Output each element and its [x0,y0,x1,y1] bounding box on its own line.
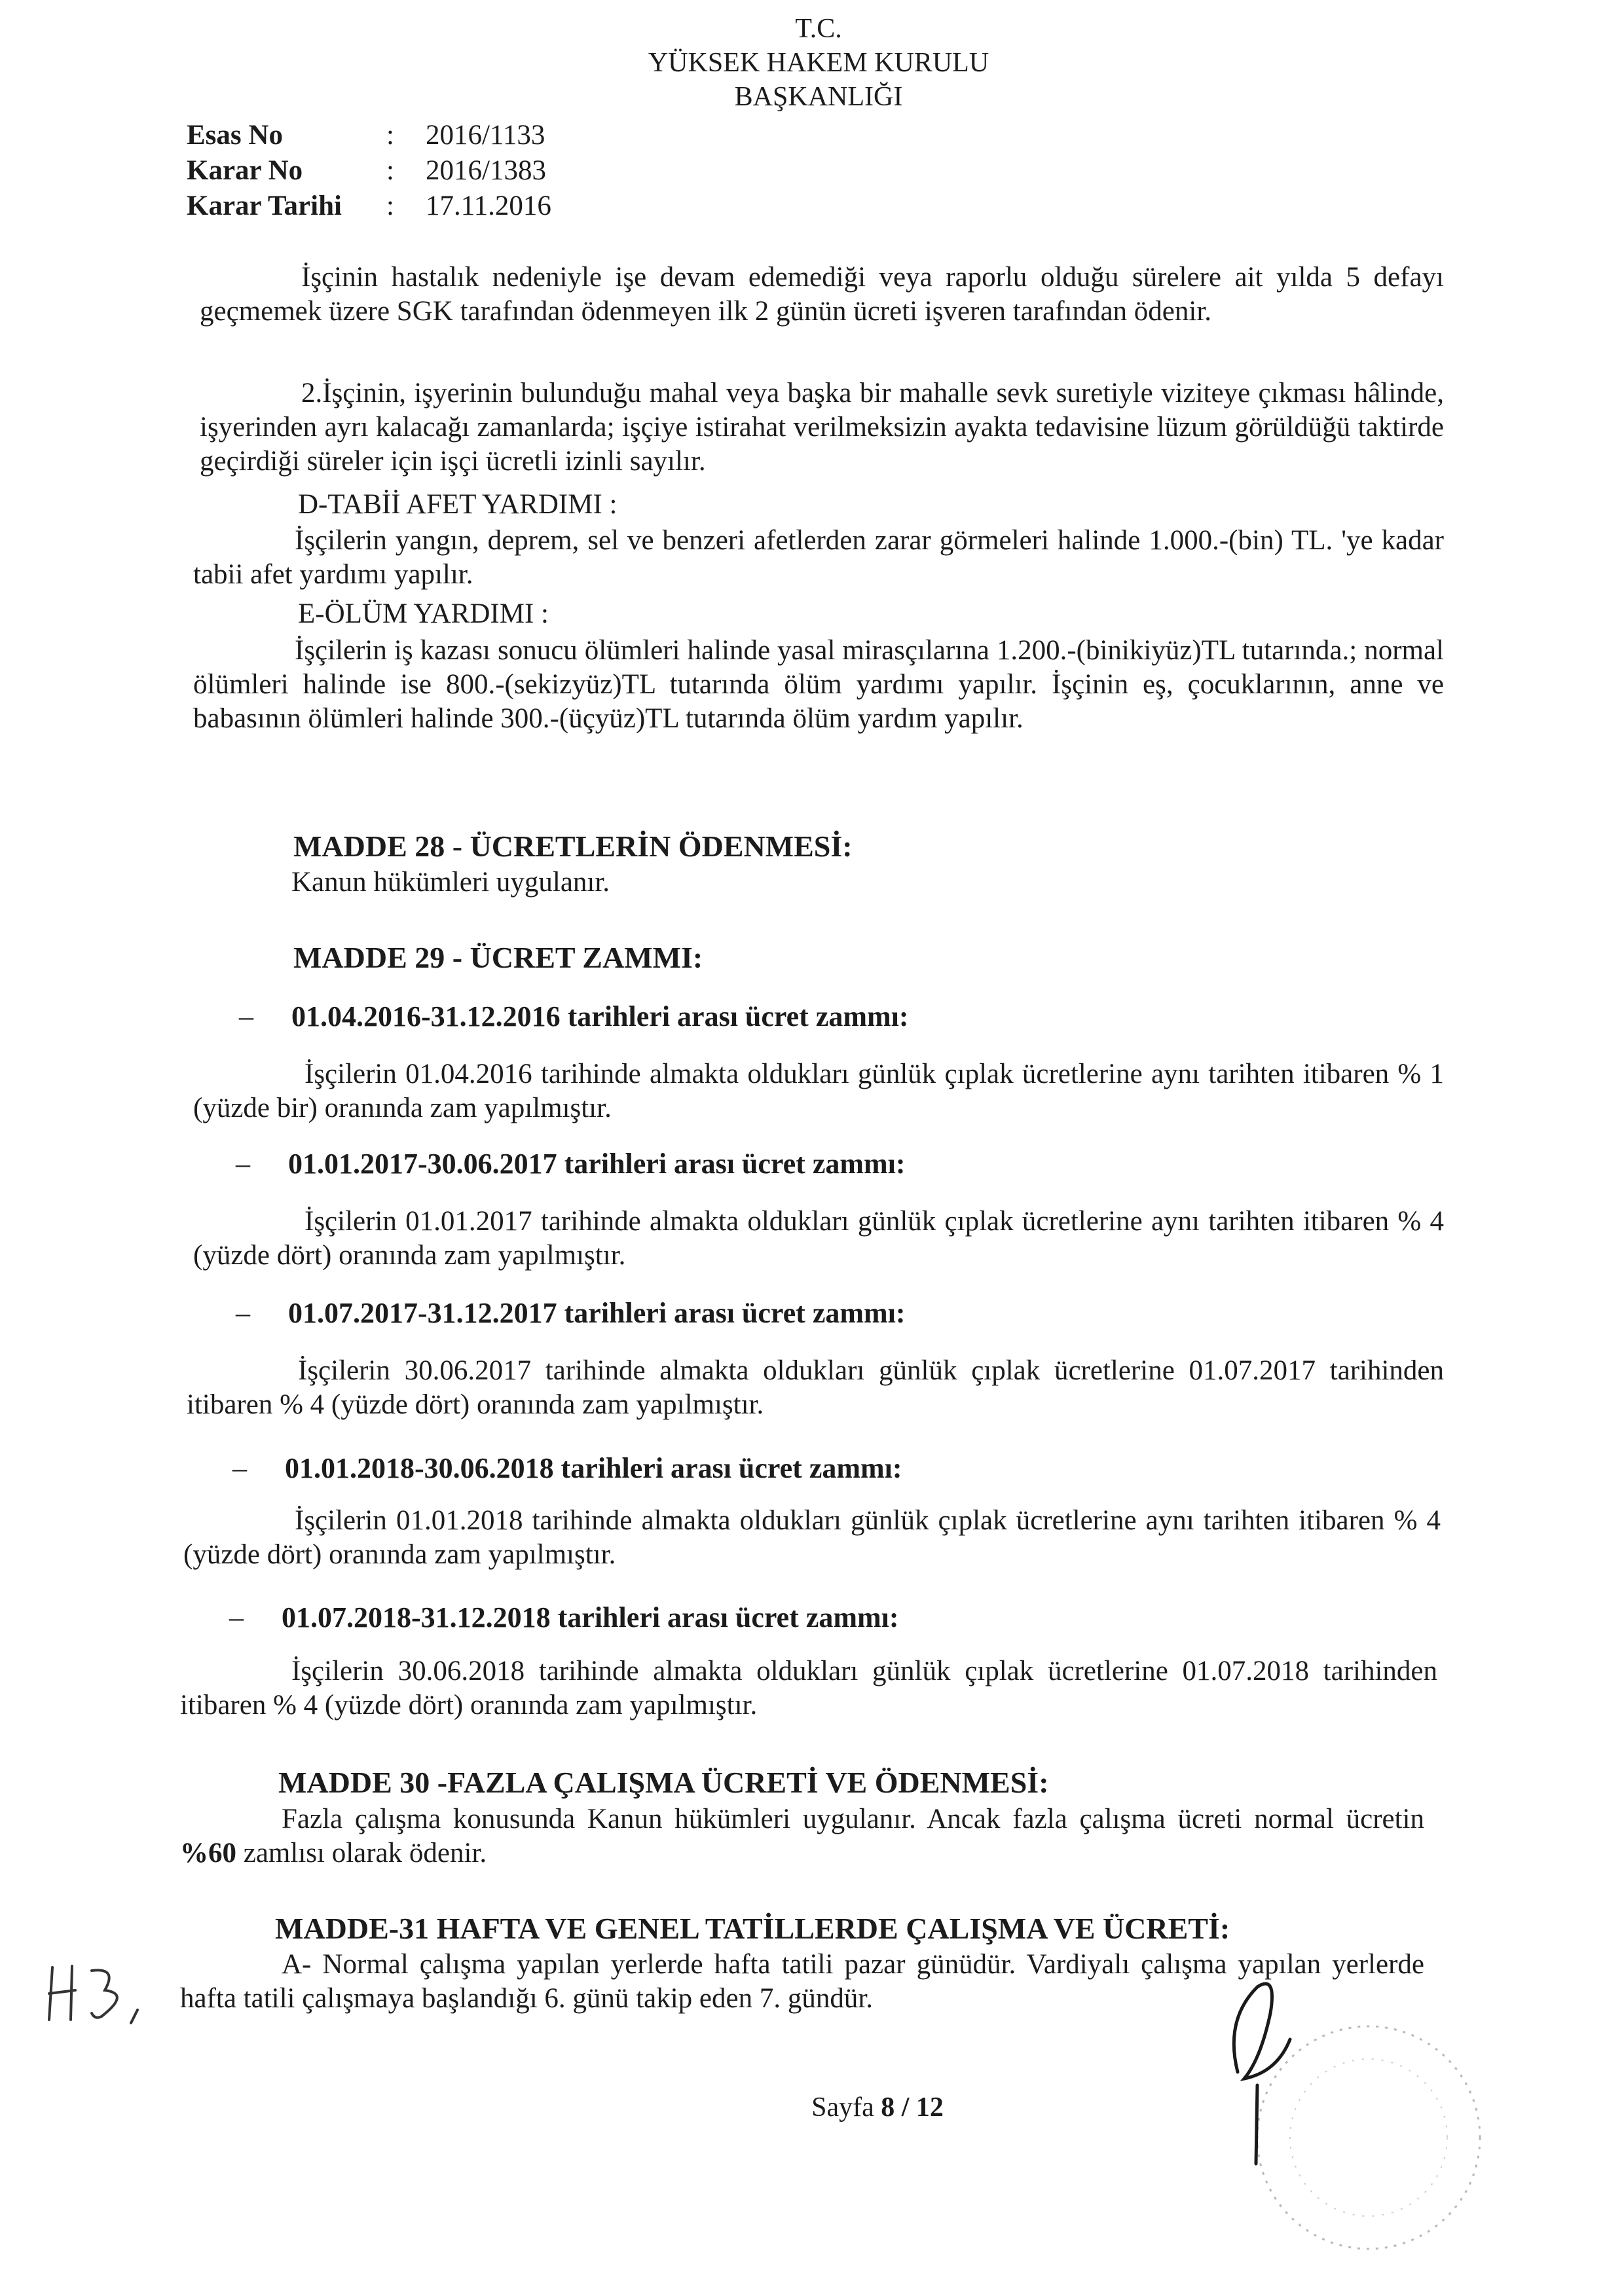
header-presidency: BAŞKANLIĞI [734,82,903,112]
raise-title-text: 01.01.2018-30.06.2018 tarihleri arası ücret zammı: [285,1452,902,1484]
page-number [747,2092,1008,2123]
raise-2-title [236,1146,906,1182]
article-30-text-c: zamlısı olarak ödenir. [236,1838,487,1868]
meta-esas-no [187,118,545,153]
article-30-text-a: Fazla çalışma konusunda Kanun hükümleri uygulanır. Ancak fazla çalışma ücreti normal ücretin [282,1804,1424,1834]
meta-colon: : [386,155,394,186]
paragraph-disaster-aid: İşçilerin yangın, deprem, sel ve benzeri afetlerden zarar görmeleri halinde 1.000.-(bin) TL. 'ye kadar tabii afet yardımı yapılır. [193,525,1444,590]
raise-3-title [236,1295,906,1332]
article-30-title: MADDE 30 -FAZLA ÇALIŞMA ÜCRETİ VE ÖDENMESİ: [278,1766,1049,1799]
raise-1-text: İşçilerin 01.04.2016 tarihinde almakta oldukları günlük çıplak ücretlerine aynı tarihten itibaren % 1 (yüzde bir) oranında zam yapılmıştır. [193,1059,1444,1123]
article-28-title: MADDE 28 - ÜCRETLERİN ÖDENMESİ: [293,829,853,863]
header-institution: YÜKSEK HAKEM KURULU [648,48,989,78]
page-prefix: Sayfa [811,2092,881,2123]
page-count: 8 / 12 [881,2092,944,2123]
raise-5-title [229,1599,899,1636]
dash-bullet: – [236,1297,250,1329]
handwritten-initials-icon [39,1954,170,2033]
raise-4-text: İşçilerin 01.01.2018 tarihinde almakta oldukları günlük çıplak ücretlerine aynı tarihten itibaren % 4 (yüzde dört) oranında zam yapılmıştır. [183,1505,1441,1570]
section-e-title: E-ÖLÜM YARDIMI : [298,598,549,629]
section-d-title: D-TABİİ AFET YARDIMI : [298,489,618,520]
paragraph-sick-leave: İşçinin hastalık nedeniyle işe devam edemediği veya raporlu olduğu sürelere ait yılda 5 defayı geçmemek üzere SGK tarafından ödenmeyen ilk 2 günün ücreti işveren tarafından ödenir. [200,262,1444,327]
raise-title-text: 01.07.2018-31.12.2018 tarihleri arası ücret zammı: [282,1601,899,1633]
meta-label: Esas No [187,120,283,151]
article-31-text: A- Normal çalışma yapılan yerlerde hafta tatili pazar günüdür. Vardiyalı çalışma yapılan yerlerde hafta tatili çalışmaya başlandığı 6. günü takip eden 7. gündür. [180,1949,1424,2014]
dash-bullet: – [229,1601,244,1633]
raise-4-title [232,1450,902,1487]
signature-icon [1198,1967,1500,2282]
paragraph-death-aid: İşçilerin iş kazası sonucu ölümleri halinde yasal mirasçılarına 1.200.-(binikiyüz)TL tutarında.; normal ölümleri halinde ise 800.-(sekizyüz)TL tutarında ölüm yardımı yapılır. İşçinin eş, çocuklarının, anne ve babasının ölümleri halinde 300.-(üçyüz)TL tutarında ölüm yardım yapılır. [193,635,1444,734]
dash-bullet: – [236,1148,250,1180]
raise-title-text: 01.04.2016-31.12.2016 tarihleri arası ücret zammı: [291,1000,909,1032]
meta-value: 17.11.2016 [426,191,551,221]
meta-label: Karar Tarihi [187,191,342,221]
dash-bullet: – [239,1000,253,1032]
article-29-title: MADDE 29 - ÜCRET ZAMMI: [293,941,703,974]
meta-value: 2016/1133 [426,120,545,151]
raise-5-text: İşçilerin 30.06.2018 tarihinde almakta oldukları günlük çıplak ücretlerine 01.07.2018 tarihinden itibaren % 4 (yüzde dört) oranında zam yapılmıştır. [180,1656,1437,1721]
signature-stamp [1198,1967,1500,2282]
meta-colon: : [386,191,394,221]
raise-2-text: İşçilerin 01.01.2017 tarihinde almakta oldukları günlük çıplak ücretlerine aynı tarihten itibaren % 4 (yüzde dört) oranında zam yapılmıştır. [193,1206,1444,1271]
article-31-title: MADDE-31 HAFTA VE GENEL TATİLLERDE ÇALIŞMA VE ÜCRETİ: [275,1912,1230,1945]
margin-initials [39,1954,170,2033]
meta-label: Karar No [187,155,303,186]
meta-karar-tarihi [187,189,551,224]
dash-bullet: – [232,1452,247,1484]
raise-title-text: 01.07.2017-31.12.2017 tarihleri arası ücret zammı: [288,1297,906,1329]
article-30-percent: %60 [180,1838,236,1868]
meta-karar-no [187,153,546,189]
raise-1-title [239,998,909,1035]
article-28-text: Kanun hükümleri uygulanır. [291,867,610,898]
raise-3-text: İşçilerin 30.06.2017 tarihinde almakta oldukları günlük çıplak ücretlerine 01.07.2017 tarihinden itibaren % 4 (yüzde dört) oranında zam yapılmıştır. [187,1355,1444,1420]
paragraph-visit: 2.İşçinin, işyerinin bulunduğu mahal veya başka bir mahalle sevk suretiyle viziteye çıkması hâlinde, işyerinden ayrı kalacağı zamanlarda; işçiye istirahat verilmeksizin ayakta tedavisine lüzum görüldüğü taktirde geçirdiği süreler için işçi ücretli izinli sayılır. [200,378,1444,477]
meta-colon: : [386,120,394,151]
article-30-text [180,1802,1424,1870]
raise-title-text: 01.01.2017-30.06.2017 tarihleri arası ücret zammı: [288,1148,906,1180]
meta-value: 2016/1383 [426,155,546,186]
header-tc: T.C. [795,14,842,44]
